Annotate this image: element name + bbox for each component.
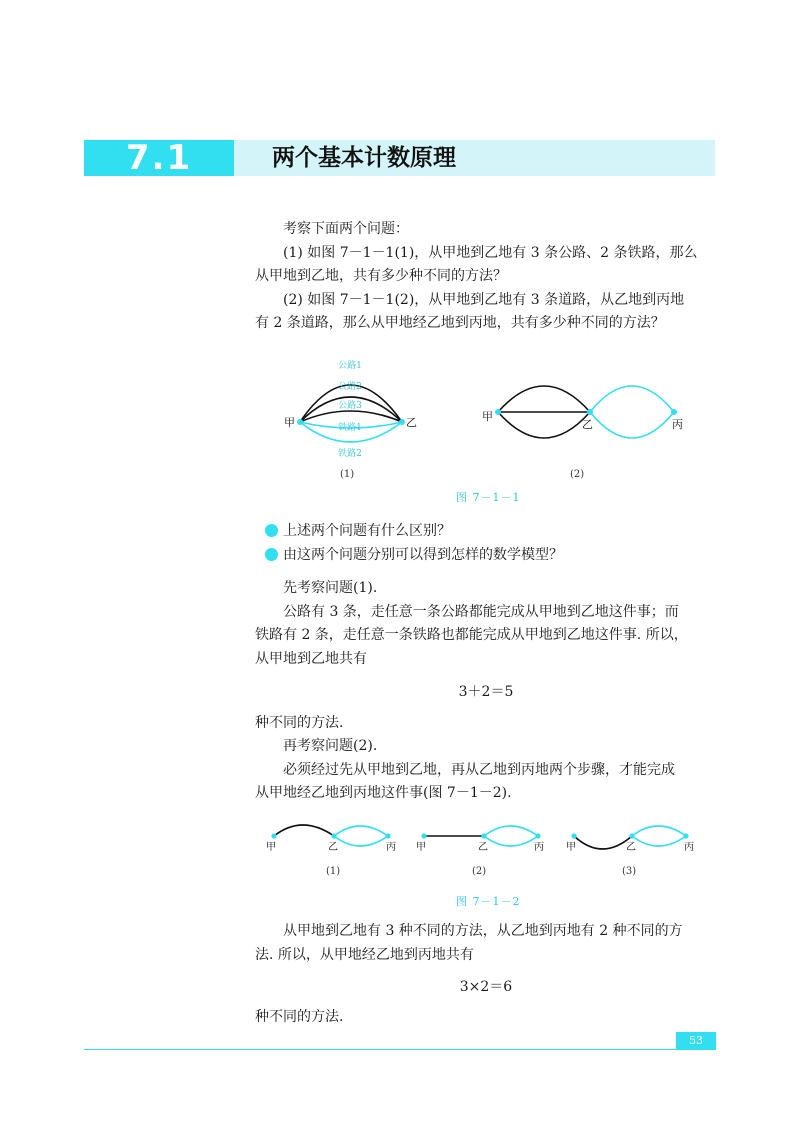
figure-1-sub-2: (2) <box>570 469 585 480</box>
svg-text:丙: 丙 <box>684 842 694 853</box>
question-1-line-2: 从甲地到乙地，共有多少种不同的方法？ <box>255 268 507 284</box>
svg-text:甲: 甲 <box>566 842 576 853</box>
bullet-dot-icon <box>265 548 278 561</box>
route-label-road-3: 公路3 <box>338 401 362 411</box>
svg-text:丙: 丙 <box>534 842 544 853</box>
figure-2-sub-3: (3) <box>622 866 637 877</box>
svg-text:丙: 丙 <box>386 842 396 853</box>
place-a-label: 甲 <box>284 416 295 429</box>
formula-addition: 3＋2＝5 <box>458 684 514 700</box>
figure-1-sub-1: (1) <box>340 469 355 480</box>
path-b-c-lower <box>590 412 674 438</box>
question-2-line-2: 有 2 条道路，那么从甲地经乙地到丙地，共有多少种不同的方法？ <box>255 315 665 331</box>
route-label-rail-1: 铁路1 <box>338 423 362 433</box>
route-label-road-1: 公路1 <box>338 361 362 371</box>
path-a-b-lower <box>498 412 590 438</box>
route-road-3 <box>300 411 402 422</box>
body-p7: 种不同的方法. <box>255 1009 344 1025</box>
bullet-question-1: 上述两个问题有什么区别？ <box>283 520 451 542</box>
route-label-road-2: 公路2 <box>338 382 362 392</box>
place-c-label-2: 丙 <box>672 418 683 431</box>
figure-2-sub-2: (2) <box>472 866 487 877</box>
bullet-question-2: 由这两个问题分别可以得到怎样的数学模型？ <box>283 544 563 566</box>
footer-rule <box>84 1049 716 1050</box>
formula-multiplication: 3×2＝6 <box>459 979 513 995</box>
body-p2-line-2: 铁路有 2 条，走任意一条铁路也都能完成从甲地到乙地这件事. 所以， <box>255 627 688 643</box>
intro-lead: 考察下面两个问题： <box>283 221 409 237</box>
body-p4: 再考察问题(2). <box>283 738 378 754</box>
step-a-b-upper <box>274 825 334 836</box>
route-label-rail-2: 铁路2 <box>338 449 362 459</box>
question-1-line-1: (1) 如图 7－1－1(1)，从甲地到乙地有 3 条公路、2 条铁路，那么 <box>283 245 698 261</box>
body-p5-line-2: 从甲地经乙地到丙地这件事(图 7－1－2). <box>255 785 512 801</box>
question-2-line-1: (2) 如图 7－1－1(2)，从甲地到乙地有 3 条道路，从乙地到丙地 <box>283 292 685 308</box>
section-title: 两个基本计数原理 <box>272 144 456 171</box>
path-b-c-upper <box>590 386 674 412</box>
figure-7-1-1 <box>270 350 710 480</box>
page-number: 53 <box>676 1032 716 1050</box>
body-p1: 先考察问题(1). <box>283 580 378 596</box>
body-p6-line-1: 从甲地到乙地有 3 种不同的方法，从乙地到丙地有 2 种不同的方 <box>283 923 683 939</box>
place-b-label: 乙 <box>406 416 417 429</box>
figure-7-1-1-caption: 图 7－1－1 <box>456 491 521 504</box>
svg-text:乙: 乙 <box>478 842 488 853</box>
svg-text:甲: 甲 <box>266 842 276 853</box>
bullet-dot-icon <box>265 524 278 537</box>
section-number: 7.1 <box>84 140 234 176</box>
body-p5-line-1: 必须经过先从甲地到乙地，再从乙地到丙地两个步骤，才能完成 <box>283 762 675 778</box>
body-p2-line-1: 公路有 3 条，走任意一条公路都能完成从甲地到乙地这件事；而 <box>283 604 679 620</box>
step-a-b-lower <box>574 836 632 849</box>
place-b-label-2: 乙 <box>582 418 593 431</box>
figure-7-1-2 <box>262 818 712 880</box>
place-a-label-2: 甲 <box>482 410 493 423</box>
path-a-b-upper <box>498 386 590 412</box>
body-p6-line-2: 法. 所以，从甲地经乙地到丙地共有 <box>255 947 474 963</box>
figure-7-1-2-caption: 图 7－1－2 <box>456 895 521 908</box>
svg-text:甲: 甲 <box>416 842 426 853</box>
svg-text:乙: 乙 <box>328 842 338 853</box>
figure-2-sub-1: (1) <box>326 866 341 877</box>
body-p3: 种不同的方法. <box>255 715 344 731</box>
body-p2-line-3: 从甲地到乙地共有 <box>255 651 367 667</box>
svg-text:乙: 乙 <box>626 842 636 853</box>
